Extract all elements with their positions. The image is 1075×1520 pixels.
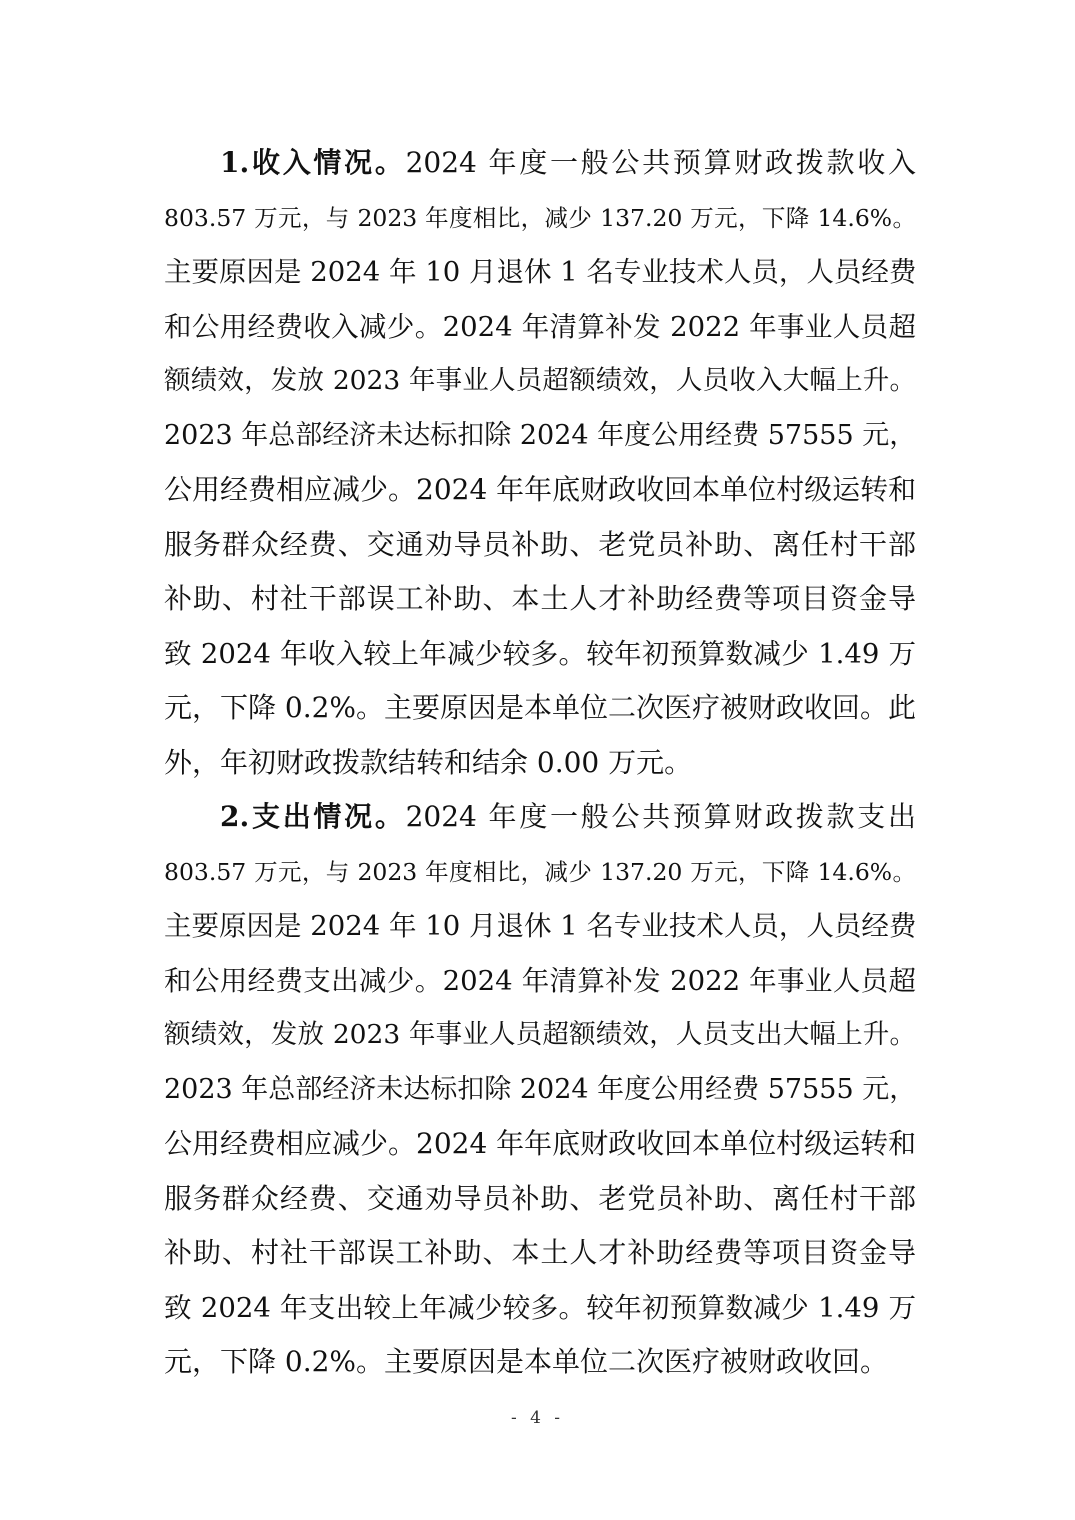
paragraph-line: 补助、村社干部误工补助、本土人才补助经费等项目资金导 xyxy=(164,1236,916,1269)
paragraph-line: 公用经费相应减少。2024 年年底财政收回本单位村级运转和 xyxy=(164,1127,917,1160)
paragraph-line: 额绩效，发放 2023 年事业人员超额绩效，人员收入大幅上升。 xyxy=(164,365,916,396)
paragraph-line: 元，下降 0.2%。主要原因是本单位二次医疗被财政收回。 xyxy=(164,1345,889,1378)
paragraph-line: 外，年初财政拨款结转和结余 0.00 万元。 xyxy=(164,745,693,779)
paragraph-line: 和公用经费支出减少。2024 年清算补发 2022 年事业人员超 xyxy=(164,964,916,997)
paragraph-heading: 2.支出情况。 xyxy=(220,800,406,833)
line-text: 2024 年度一般公共预算财政拨款收入 xyxy=(405,146,916,179)
paragraph-line: 服务群众经费、交通劝导员补助、老党员补助、离任村干部 xyxy=(164,527,916,561)
paragraph-heading: 1.收入情况。 xyxy=(220,146,406,179)
paragraph-line: 803.57 万元，与 2023 年度相比，减少 137.20 万元，下降 14.6%。 xyxy=(164,857,916,886)
paragraph-line: 和公用经费收入减少。2024 年清算补发 2022 年事业人员超 xyxy=(164,310,916,343)
paragraph-line: 元，下降 0.2%。主要原因是本单位二次医疗被财政收回。此 xyxy=(164,691,917,724)
paragraph-line xyxy=(164,136,916,191)
paragraph-line: 额绩效，发放 2023 年事业人员超额绩效，人员支出大幅上升。 xyxy=(164,1019,916,1050)
paragraph-income xyxy=(164,136,916,790)
paragraph-line: 补助、村社干部误工补助、本土人才补助经费等项目资金导 xyxy=(164,582,916,615)
paragraph-line: 致 2024 年支出较上年减少较多。较年初预算数减少 1.49 万 xyxy=(164,1291,916,1324)
page-number: - 4 - xyxy=(510,1408,565,1428)
paragraph-line: 803.57 万元，与 2023 年度相比，减少 137.20 万元，下降 14.6%。 xyxy=(164,203,916,232)
line-text: 2024 年度一般公共预算财政拨款支出 xyxy=(405,800,916,833)
paragraph-line: 服务群众经费、交通劝导员补助、老党员补助、离任村干部 xyxy=(164,1181,916,1215)
paragraph-line xyxy=(164,790,916,845)
body-text xyxy=(164,136,916,1390)
paragraph-line: 主要原因是 2024 年 10 月退休 1 名专业技术人员，人员经费 xyxy=(164,910,917,942)
paragraph-line: 致 2024 年收入较上年减少较多。较年初预算数减少 1.49 万 xyxy=(164,637,916,670)
paragraph-line: 公用经费相应减少。2024 年年底财政收回本单位村级运转和 xyxy=(164,473,917,506)
paragraph-line: 2023 年总部经济未达标扣除 2024 年度公用经费 57555 元， xyxy=(164,419,917,451)
paragraph-line: 主要原因是 2024 年 10 月退休 1 名专业技术人员，人员经费 xyxy=(164,256,917,288)
paragraph-expenditure xyxy=(164,790,916,1390)
paragraph-line: 2023 年总部经济未达标扣除 2024 年度公用经费 57555 元， xyxy=(164,1073,917,1105)
